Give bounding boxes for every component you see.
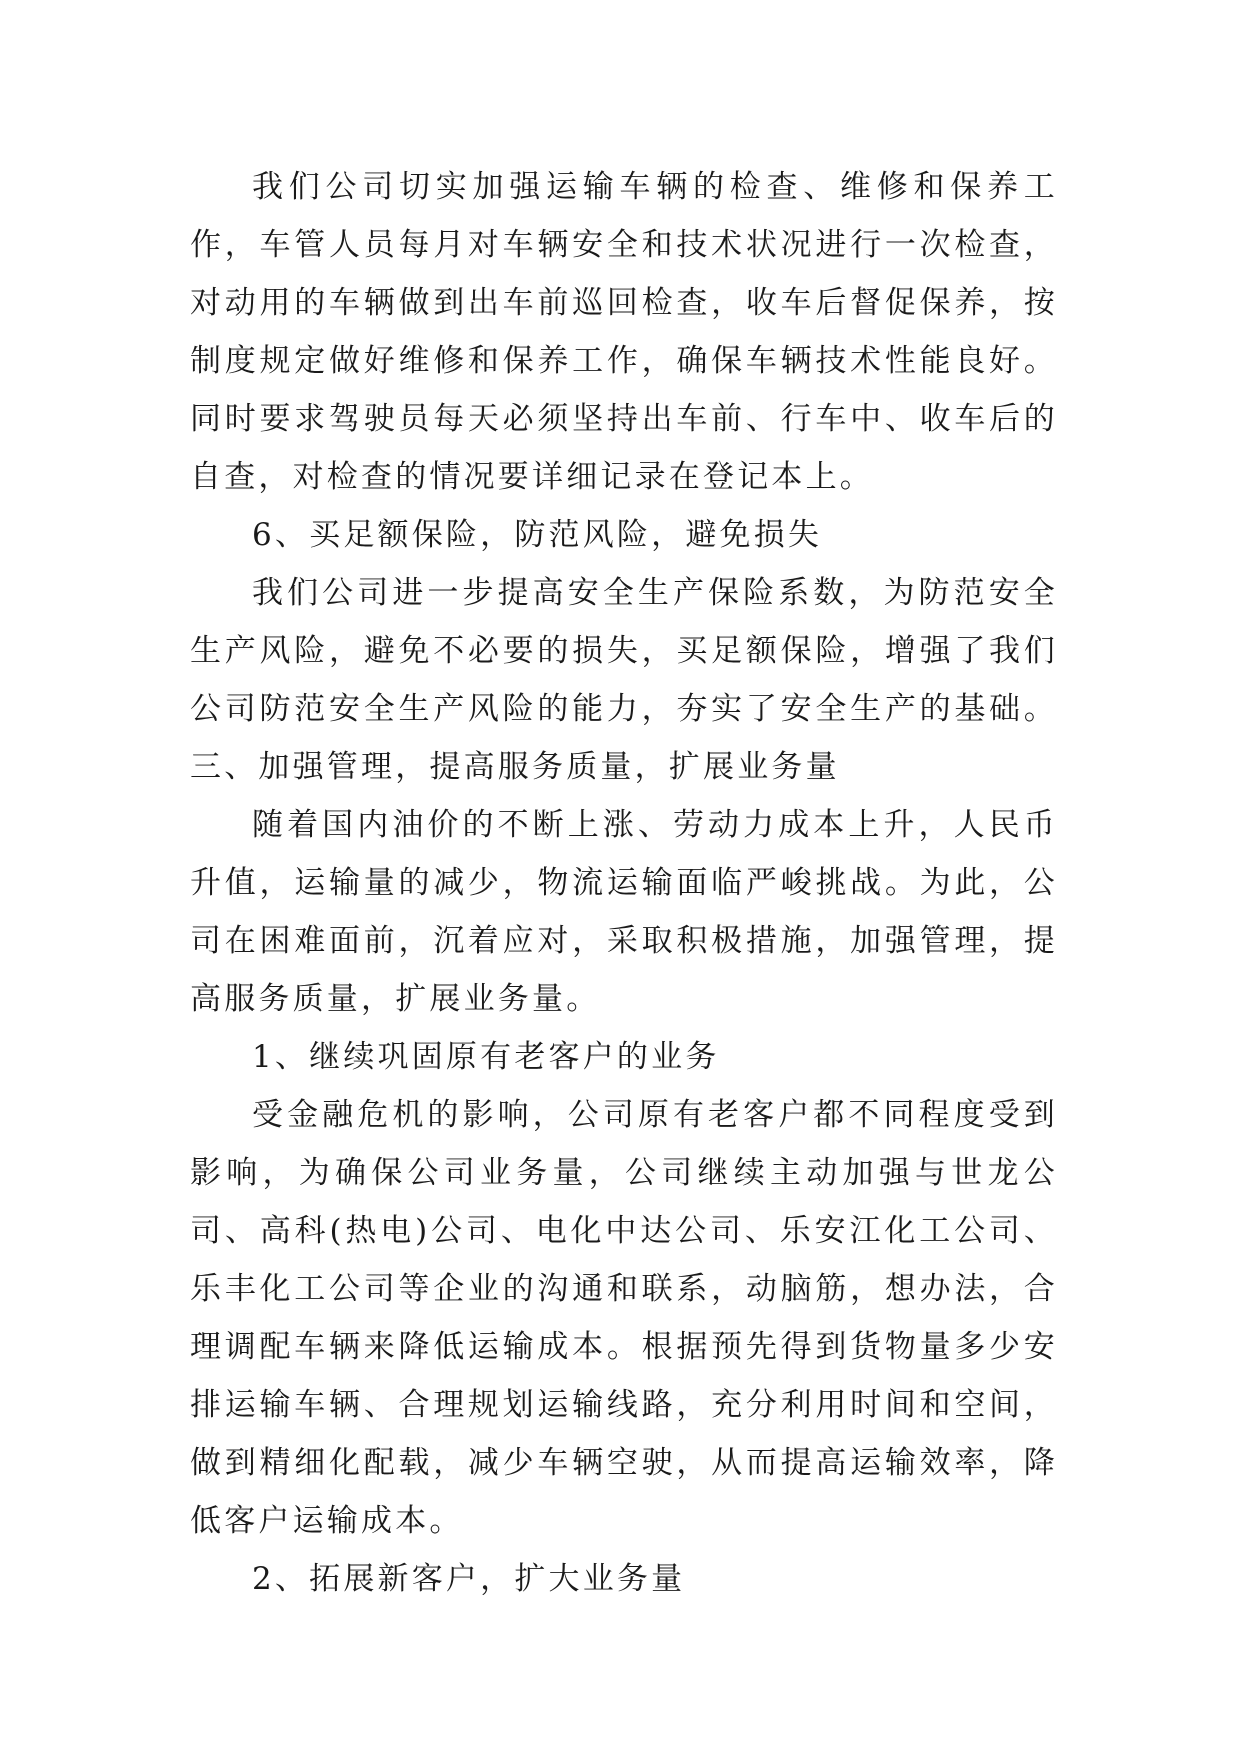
paragraph-existing-clients: 受金融危机的影响，公司原有老客户都不同程度受到影响，为确保公司业务量，公司继续主动加强与世龙公司、高科(热电)公司、电化中达公司、乐安江化工公司、乐丰化工公司等企业的沟通和联系，动脑筋，想办法，合理调配车辆来降低运输成本。根据预先得到货物量多少安排运输车辆、合理规划运输线路，充分利用时间和空间，做到精细化配载，减少车辆空驶，从而提高运输效率，降低客户运输成本。: [190, 1097, 1058, 1539]
paragraph-vehicle-maintenance: 我们公司切实加强运输车辆的检查、维修和保养工作，车管人员每月对车辆安全和技术状况进行一次检查，对动用的车辆做到出车前巡回检查，收车后督促保养，按制度规定做好维修和保养工作，确保车辆技术性能良好。同时要求驾驶员每天必须坚持出车前、行车中、收车后的自查，对检查的情况要详细记录在登记本上。: [190, 169, 1058, 495]
section-heading-existing-clients: 1、继续巩固原有老客户的业务: [252, 1039, 720, 1075]
paragraph-market-challenges: 随着国内油价的不断上涨、劳动力成本上升，人民币升值，运输量的减少，物流运输面临严峻挑战。为此，公司在困难面前，沉着应对，采取积极措施，加强管理，提高服务质量，扩展业务量。: [190, 807, 1058, 1017]
document-body: [190, 158, 1058, 1608]
paragraph-insurance: 我们公司进一步提高安全生产保险系数，为防范安全生产风险，避免不必要的损失，买足额保险，增强了我们公司防范安全生产风险的能力，夯实了安全生产的基础。 三、加强管理，提高服务质量，扩展业务量: [190, 575, 1058, 785]
section-heading-new-clients: 2、拓展新客户，扩大业务量: [252, 1561, 686, 1597]
section-heading-insurance: 6、买足额保险，防范风险，避免损失: [252, 517, 823, 553]
